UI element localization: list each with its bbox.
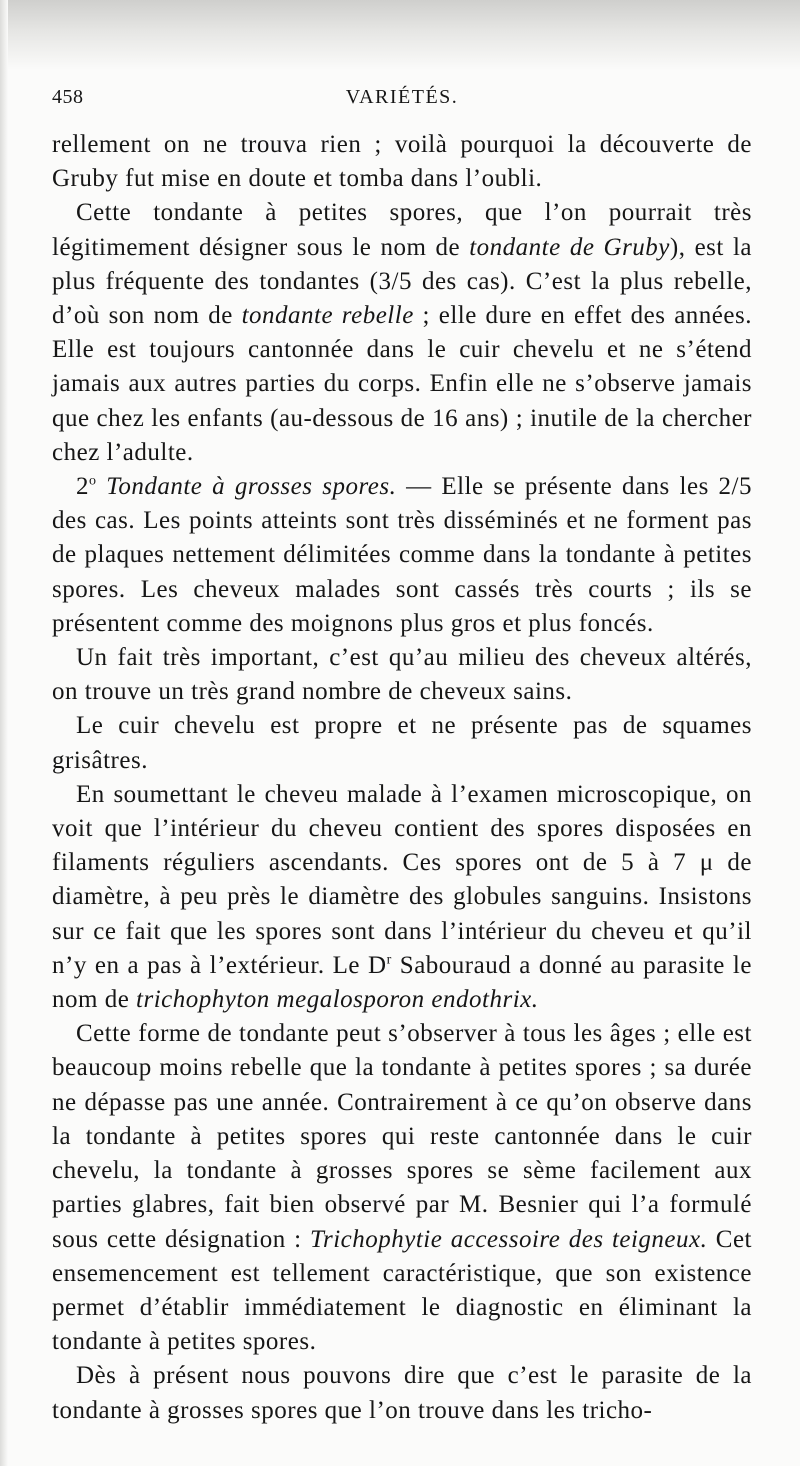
text-run: ), est la plus fréquente des tondantes (3/5 des cas). C’est la plus rebelle, d’où son nom de (52, 233, 752, 330)
section-number: 2 (76, 473, 89, 501)
text-run: ; elle dure en effet des années. Elle est toujours cantonnée dans le cuir chevelu et ne s’étend jamais aux autres parties du corps. Enfin elle ne s’observe jamais que chez les enfants (au-dessous de 16 ans) ; inutile de la chercher chez l’adulte. (52, 302, 752, 466)
italic-term: trichophyton megalosporon endothrix. (136, 986, 539, 1014)
page-spine-shadow (0, 0, 8, 1466)
text-run: Le cuir chevelu est propre et ne présente pas de squames grisâtres. (52, 712, 752, 774)
text-run: Cette forme de tondante peut s’observer à tous les âges ; elle est beaucoup moins rebelle que la tondante à petites spores ; sa durée ne dépasse pas une année. Contrairement à ce qu’on observe dans la tondante à petites spores qui reste cantonnée dans le cuir chevelu, la tondante à grosses spores se sème facilement aux parties glabres, fait bien observé par M. Besnier qui l’a formulé sous cette désignation : (52, 1020, 752, 1253)
italic-term: tondante rebelle (241, 302, 414, 330)
paragraph (52, 196, 752, 470)
section-heading: Tondante à grosses spores. (106, 473, 397, 501)
text-run: En soumettant le cheveu malade à l’examen microscopique, on voit que l’intérieur du cheveu contient des spores disposées en filaments réguliers ascendants. Ces spores ont de 5 à 7 μ de diamètre, à peu près le diamètre des globules sanguins. Insistons sur ce fait que les spores sont dans l’intérieur du cheveu et qu’il n’y en a pas à l’extérieur. Le D (52, 780, 752, 979)
italic-term: Trichophytie accessoire des teigneux. (309, 1225, 708, 1253)
title-superscript: r (386, 952, 392, 968)
text-run: Dès à présent nous pouvons dire que c’est le parasite de la tondante à grosses spores que l’on trouve dans les tricho- (52, 1362, 752, 1424)
body-text (52, 128, 752, 1428)
paragraph (52, 709, 752, 777)
paragraph (52, 778, 752, 1017)
page-top-edge (0, 0, 800, 70)
paragraph (52, 1017, 752, 1359)
page-header (52, 86, 752, 116)
text-run: Cet ensemencement est tellement caractéristique, que son existence permet d’établir immédiatement le diagnostic en éliminant la tondante à petites spores. (52, 1225, 753, 1356)
paragraph (52, 128, 752, 196)
text-run: Sabouraud a donné au parasite le nom de (52, 951, 752, 1014)
italic-term: tondante de Gruby (469, 233, 670, 261)
paragraph (52, 641, 752, 709)
text-run (97, 473, 107, 500)
text-run: rellement on ne trouva rien ; voilà pourquoi la découverte de Gruby fut mise en doute et tomba dans l’oubli. (52, 131, 752, 193)
paragraph (52, 470, 752, 641)
text-run: — Elle se présente dans les 2/5 des cas. Les points atteints sont très disséminés et ne forment pas de plaques nettement délimitées comme dans la tondante à petites spores. Les cheveux malades sont cassés très courts ; ils se présentent comme des moignons plus gros et plus foncés. (52, 473, 752, 637)
text-run: Un fait très important, c’est qu’au milieu des cheveux altérés, on trouve un très grand nombre de cheveux sains. (52, 644, 752, 706)
page-number: 458 (52, 86, 84, 108)
running-head: VARIÉTÉS. (345, 86, 459, 108)
paragraph (52, 1359, 752, 1427)
text-run: Cette tondante à petites spores, que l’on pourrait très légitimement désigner sous le nom de (52, 199, 752, 261)
ordinal-superscript: o (89, 473, 97, 489)
